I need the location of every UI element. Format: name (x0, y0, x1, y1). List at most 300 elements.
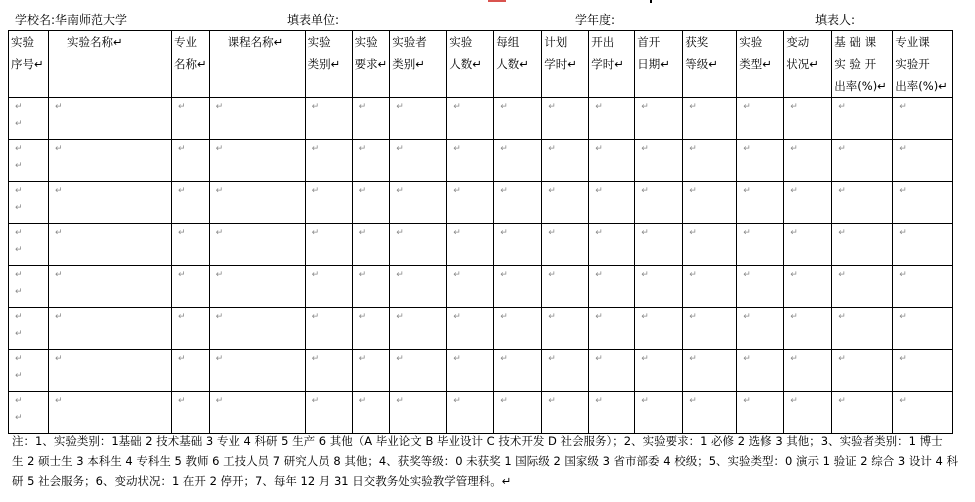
table-cell[interactable] (447, 350, 494, 392)
table-cell[interactable] (683, 98, 737, 140)
table-cell[interactable] (49, 350, 172, 392)
paragraph-mark: ↵ (641, 270, 649, 280)
header-cell-text: 专业 (174, 35, 197, 49)
table-cell[interactable] (893, 140, 953, 182)
table-cell[interactable] (635, 140, 683, 182)
paragraph-mark: ↵ (743, 186, 751, 196)
table-cell[interactable] (832, 266, 893, 308)
table-cell[interactable] (784, 308, 832, 350)
table-cell[interactable] (737, 140, 784, 182)
paragraph-mark: ↵ (899, 312, 907, 322)
header-cell-text: 学时↵ (591, 57, 624, 71)
table-cell[interactable] (542, 98, 589, 140)
table-cell[interactable] (893, 392, 953, 434)
paragraph-mark: ↵ (595, 354, 603, 364)
table-cell[interactable] (305, 392, 352, 434)
paragraph-mark: ↵ (55, 354, 63, 364)
note-line: 注：1、实验类别：1基础 2 技术基础 3 专业 4 科研 5 生产 6 其他（A 毕业论文 B 毕业设计 C 技术开发 D 社会服务）；2、实验要求：1 必修 2 选修 3 其他；3、实验者类别：1 博士 (12, 434, 943, 448)
header-cell (390, 31, 447, 98)
table-row (9, 140, 953, 182)
table-cell[interactable] (49, 140, 172, 182)
paragraph-mark: ↵ (311, 354, 320, 364)
table-cell[interactable] (172, 98, 210, 140)
paragraph-mark: ↵ (453, 396, 461, 406)
table-cell[interactable] (305, 182, 352, 224)
table-cell[interactable] (209, 224, 305, 266)
paragraph-mark: ↵ (500, 102, 508, 112)
paragraph-mark: ↵ (899, 354, 907, 364)
table-cell[interactable] (635, 308, 683, 350)
paragraph-mark: ↵ (548, 396, 556, 406)
paragraph-mark: ↵ (838, 270, 846, 280)
paragraph-mark: ↵ (838, 396, 846, 406)
paragraph-mark: ↵ (790, 270, 798, 280)
paragraph-mark: ↵ (358, 144, 367, 154)
table-cell[interactable] (209, 308, 305, 350)
paragraph-mark: ↵ (178, 270, 186, 280)
table-cell[interactable] (9, 308, 49, 350)
header-cell-text: 日期↵ (637, 57, 670, 71)
paragraph-mark: ↵ (215, 270, 224, 280)
paragraph-mark: ↵ (899, 270, 907, 280)
table-cell[interactable] (9, 392, 49, 434)
paragraph-mark: ↵ (641, 396, 649, 406)
header-cell-text: 人数↵ (496, 57, 529, 71)
table-cell[interactable] (683, 392, 737, 434)
table-cell[interactable] (209, 350, 305, 392)
paragraph-mark: ↵ (55, 396, 63, 406)
table-cell[interactable] (172, 182, 210, 224)
header-cell (494, 31, 542, 98)
table-cell[interactable] (589, 98, 635, 140)
table-cell[interactable] (49, 308, 172, 350)
paragraph-mark: ↵ (641, 102, 649, 112)
header-cell-text: 实验 (307, 35, 331, 49)
table-cell[interactable] (832, 140, 893, 182)
table-header-row (9, 31, 953, 98)
paragraph-mark: ↵ (15, 371, 23, 381)
paragraph-mark: ↵ (689, 396, 697, 406)
table-cell[interactable] (635, 224, 683, 266)
table-cell[interactable] (209, 392, 305, 434)
table-cell[interactable] (784, 392, 832, 434)
table-cell[interactable] (683, 266, 737, 308)
header-cell-text: 学时↵ (544, 57, 577, 71)
table-cell[interactable] (683, 182, 737, 224)
paragraph-mark: ↵ (595, 144, 603, 154)
paragraph-mark: ↵ (311, 270, 320, 280)
paragraph-mark: ↵ (15, 203, 23, 213)
paragraph-mark: ↵ (790, 396, 798, 406)
table-cell[interactable] (447, 392, 494, 434)
table-cell[interactable] (9, 350, 49, 392)
table-cell[interactable] (390, 308, 447, 350)
table-cell[interactable] (737, 308, 784, 350)
table-cell[interactable] (390, 140, 447, 182)
paragraph-mark: ↵ (838, 102, 846, 112)
table-cell[interactable] (589, 224, 635, 266)
table-cell[interactable] (542, 350, 589, 392)
header-cell-text: 类型↵ (739, 57, 772, 71)
paragraph-mark: ↵ (15, 161, 23, 171)
paragraph-mark: ↵ (396, 396, 404, 406)
table-cell[interactable] (352, 392, 390, 434)
table-cell[interactable] (683, 350, 737, 392)
table-cell[interactable] (352, 98, 390, 140)
table-cell[interactable] (305, 98, 352, 140)
table-cell[interactable] (737, 392, 784, 434)
table-cell[interactable] (352, 140, 390, 182)
top-decoration-tick (650, 0, 652, 3)
header-cell-text: 要求↵ (354, 57, 388, 71)
header-cell-text: 状况↵ (786, 57, 819, 71)
paragraph-mark: ↵ (15, 354, 23, 364)
table-cell[interactable] (589, 350, 635, 392)
header-cell-text: 序号↵ (11, 57, 44, 71)
table-cell[interactable] (352, 182, 390, 224)
paragraph-mark: ↵ (641, 186, 649, 196)
table-cell[interactable] (352, 350, 390, 392)
table-cell[interactable] (447, 182, 494, 224)
table-cell[interactable] (784, 266, 832, 308)
paragraph-mark: ↵ (15, 186, 23, 196)
paragraph-mark: ↵ (396, 186, 404, 196)
paragraph-mark: ↵ (453, 144, 461, 154)
year-label: 学年度: (575, 13, 616, 27)
table-cell[interactable] (893, 98, 953, 140)
table-row (9, 392, 953, 434)
paragraph-mark: ↵ (743, 270, 751, 280)
paragraph-mark: ↵ (595, 228, 603, 238)
table-cell[interactable] (893, 224, 953, 266)
table-cell[interactable] (494, 350, 542, 392)
table-cell[interactable] (737, 182, 784, 224)
table-cell[interactable] (542, 392, 589, 434)
table-cell[interactable] (832, 392, 893, 434)
header-cell-text: 出率(%)↵ (834, 79, 887, 93)
table-cell[interactable] (49, 98, 172, 140)
table-cell[interactable] (893, 182, 953, 224)
table-cell[interactable] (832, 98, 893, 140)
table-cell[interactable] (832, 350, 893, 392)
header-cell (172, 31, 210, 98)
header-cell-text: 首开 (637, 35, 661, 49)
paragraph-mark: ↵ (178, 228, 186, 238)
table-cell[interactable] (209, 98, 305, 140)
paragraph-mark: ↵ (453, 186, 461, 196)
paragraph-mark: ↵ (311, 186, 320, 196)
table-cell[interactable] (683, 140, 737, 182)
table-cell[interactable] (635, 182, 683, 224)
table-cell[interactable] (172, 392, 210, 434)
table-cell[interactable] (893, 266, 953, 308)
paragraph-mark: ↵ (311, 228, 320, 238)
header-cell-text: 每组 (496, 35, 520, 49)
table-cell[interactable] (9, 266, 49, 308)
paragraph-mark: ↵ (15, 102, 23, 112)
paragraph-mark: ↵ (15, 287, 23, 297)
table-notes (12, 431, 967, 491)
table-cell[interactable] (683, 224, 737, 266)
unit-label: 填表单位: (287, 13, 340, 27)
table-cell[interactable] (589, 266, 635, 308)
table-cell[interactable] (494, 266, 542, 308)
paragraph-mark: ↵ (311, 312, 320, 322)
table-cell[interactable] (9, 98, 49, 140)
table-cell[interactable] (447, 266, 494, 308)
table-cell[interactable] (784, 140, 832, 182)
paragraph-mark: ↵ (15, 144, 23, 154)
paragraph-mark: ↵ (548, 228, 556, 238)
table-cell[interactable] (542, 224, 589, 266)
paragraph-mark: ↵ (548, 270, 556, 280)
table-cell[interactable] (893, 350, 953, 392)
paragraph-mark: ↵ (641, 312, 649, 322)
header-cell-text: 专业课 (895, 35, 930, 49)
table-cell[interactable] (172, 308, 210, 350)
paragraph-mark: ↵ (178, 144, 186, 154)
table-cell[interactable] (390, 224, 447, 266)
paragraph-mark: ↵ (15, 270, 23, 280)
header-cell-text: 实 验 开 (834, 57, 877, 71)
paragraph-mark: ↵ (500, 186, 508, 196)
table-cell[interactable] (305, 140, 352, 182)
paragraph-mark: ↵ (215, 354, 224, 364)
experiment-table (8, 30, 953, 434)
table-cell[interactable] (635, 392, 683, 434)
paragraph-mark: ↵ (641, 228, 649, 238)
paragraph-mark: ↵ (790, 102, 798, 112)
table-cell[interactable] (352, 266, 390, 308)
header-cell (352, 31, 390, 98)
table-cell[interactable] (589, 182, 635, 224)
header-cell-text: 出率(%)↵ (895, 79, 948, 93)
table-cell[interactable] (390, 350, 447, 392)
paragraph-mark: ↵ (15, 329, 23, 339)
header-cell (589, 31, 635, 98)
paragraph-mark: ↵ (689, 102, 697, 112)
table-cell[interactable] (542, 266, 589, 308)
table-cell[interactable] (172, 140, 210, 182)
table-cell[interactable] (209, 182, 305, 224)
table-cell[interactable] (447, 98, 494, 140)
paragraph-mark: ↵ (396, 354, 404, 364)
paragraph-mark: ↵ (500, 354, 508, 364)
paragraph-mark: ↵ (215, 228, 224, 238)
paragraph-mark: ↵ (311, 144, 320, 154)
header-cell-text: 实验名称↵ (67, 35, 123, 49)
table-cell[interactable] (784, 98, 832, 140)
paragraph-mark: ↵ (215, 396, 224, 406)
top-decoration-mark (488, 0, 506, 2)
header-cell (49, 31, 172, 98)
table-cell[interactable] (542, 308, 589, 350)
paragraph-mark: ↵ (358, 396, 367, 406)
paragraph-mark: ↵ (55, 144, 63, 154)
paragraph-mark: ↵ (178, 354, 186, 364)
paragraph-mark: ↵ (689, 354, 697, 364)
paragraph-mark: ↵ (15, 245, 23, 255)
table-cell[interactable] (494, 98, 542, 140)
header-cell (447, 31, 494, 98)
table-cell[interactable] (352, 224, 390, 266)
paragraph-mark: ↵ (790, 186, 798, 196)
table-cell[interactable] (390, 98, 447, 140)
table-cell[interactable] (172, 224, 210, 266)
paragraph-mark: ↵ (838, 186, 846, 196)
table-cell[interactable] (737, 224, 784, 266)
table-row (9, 224, 953, 266)
paragraph-mark: ↵ (595, 396, 603, 406)
paragraph-mark: ↵ (358, 270, 367, 280)
paragraph-mark: ↵ (396, 270, 404, 280)
table-cell[interactable] (390, 182, 447, 224)
table-cell[interactable] (784, 350, 832, 392)
form-header (0, 11, 975, 31)
table-cell[interactable] (542, 182, 589, 224)
paragraph-mark: ↵ (453, 102, 461, 112)
paragraph-mark: ↵ (689, 186, 697, 196)
table-cell[interactable] (542, 140, 589, 182)
paragraph-mark: ↵ (55, 228, 63, 238)
paragraph-mark: ↵ (743, 144, 751, 154)
table-cell[interactable] (390, 266, 447, 308)
header-cell-text: 基 础 课 (834, 35, 877, 49)
paragraph-mark: ↵ (500, 228, 508, 238)
table-cell[interactable] (305, 350, 352, 392)
table-cell[interactable] (589, 392, 635, 434)
header-cell-text: 开出 (591, 35, 615, 49)
table-cell[interactable] (494, 140, 542, 182)
paragraph-mark: ↵ (689, 312, 697, 322)
paragraph-mark: ↵ (15, 119, 23, 129)
header-cell-text: 类别↵ (392, 57, 425, 71)
paragraph-mark: ↵ (453, 270, 461, 280)
header-cell-text: 实验 (739, 35, 763, 49)
paragraph-mark: ↵ (500, 312, 508, 322)
table-cell[interactable] (589, 140, 635, 182)
table-cell[interactable] (832, 224, 893, 266)
table-cell[interactable] (209, 140, 305, 182)
filler-label: 填表人: (815, 13, 856, 27)
paragraph-mark: ↵ (548, 102, 556, 112)
header-cell (542, 31, 589, 98)
paragraph-mark: ↵ (215, 102, 224, 112)
paragraph-mark: ↵ (838, 312, 846, 322)
table-cell[interactable] (683, 308, 737, 350)
paragraph-mark: ↵ (790, 354, 798, 364)
paragraph-mark: ↵ (15, 312, 23, 322)
table-cell[interactable] (447, 140, 494, 182)
school-label: 学校名:华南师范大学 (15, 13, 128, 27)
paragraph-mark: ↵ (790, 228, 798, 238)
header-cell-text: 人数↵ (449, 57, 482, 71)
header-cell-text: 实验开 (895, 57, 930, 71)
table-cell[interactable] (494, 182, 542, 224)
paragraph-mark: ↵ (689, 144, 697, 154)
table-cell[interactable] (893, 308, 953, 350)
paragraph-mark: ↵ (838, 354, 846, 364)
table-cell[interactable] (305, 224, 352, 266)
table-cell[interactable] (784, 224, 832, 266)
paragraph-mark: ↵ (55, 270, 63, 280)
table-cell[interactable] (9, 182, 49, 224)
table-cell[interactable] (832, 308, 893, 350)
table-cell[interactable] (589, 308, 635, 350)
table-cell[interactable] (737, 98, 784, 140)
table-cell[interactable] (9, 224, 49, 266)
header-cell (9, 31, 49, 98)
table-cell[interactable] (172, 266, 210, 308)
paragraph-mark: ↵ (899, 228, 907, 238)
note-line: 生 2 硕士生 3 本科生 4 专科生 5 教师 6 工技人员 7 研究人员 8 其他；4、获奖等级：0 未获奖 1 国际级 2 国家级 3 省市部委 4 校级；5、实验类型：0 演示 1 验证 2 综合 3 设计 4 科 (12, 454, 958, 468)
table-cell[interactable] (49, 182, 172, 224)
header-cell (635, 31, 683, 98)
table-cell[interactable] (494, 308, 542, 350)
table-cell[interactable] (209, 266, 305, 308)
table-cell[interactable] (494, 224, 542, 266)
header-cell-text: 类别↵ (307, 57, 341, 71)
table-cell[interactable] (305, 266, 352, 308)
table-cell[interactable] (737, 350, 784, 392)
paragraph-mark: ↵ (689, 228, 697, 238)
header-cell (893, 31, 953, 98)
header-cell-text: 变动 (786, 35, 810, 49)
paragraph-mark: ↵ (178, 186, 186, 196)
table-cell[interactable] (784, 182, 832, 224)
paragraph-mark: ↵ (500, 144, 508, 154)
header-cell-text: 名称↵ (174, 57, 207, 71)
paragraph-mark: ↵ (178, 102, 186, 112)
table-cell[interactable] (172, 350, 210, 392)
paragraph-mark: ↵ (178, 312, 186, 322)
paragraph-mark: ↵ (790, 144, 798, 154)
table-cell[interactable] (49, 392, 172, 434)
table-cell[interactable] (49, 266, 172, 308)
paragraph-mark: ↵ (743, 396, 751, 406)
paragraph-mark: ↵ (790, 312, 798, 322)
table-cell[interactable] (635, 350, 683, 392)
paragraph-mark: ↵ (899, 144, 907, 154)
table-cell[interactable] (390, 392, 447, 434)
paragraph-mark: ↵ (453, 312, 461, 322)
paragraph-mark: ↵ (453, 354, 461, 364)
header-cell-text: 等级↵ (685, 57, 718, 71)
table-cell[interactable] (635, 98, 683, 140)
header-cell-text: 实验 (449, 35, 473, 49)
paragraph-mark: ↵ (311, 396, 320, 406)
paragraph-mark: ↵ (595, 312, 603, 322)
table-cell[interactable] (832, 182, 893, 224)
paragraph-mark: ↵ (396, 102, 404, 112)
paragraph-mark: ↵ (548, 312, 556, 322)
header-cell-text: 课程名称↵ (227, 35, 284, 49)
table-cell[interactable] (447, 308, 494, 350)
table-cell[interactable] (447, 224, 494, 266)
table-cell[interactable] (49, 224, 172, 266)
header-cell (737, 31, 784, 98)
table-cell[interactable] (635, 266, 683, 308)
table-cell[interactable] (305, 308, 352, 350)
paragraph-mark: ↵ (838, 228, 846, 238)
table-row (9, 98, 953, 140)
table-cell[interactable] (737, 266, 784, 308)
paragraph-mark: ↵ (396, 228, 404, 238)
table-cell[interactable] (494, 392, 542, 434)
table-cell[interactable] (9, 140, 49, 182)
paragraph-mark: ↵ (689, 270, 697, 280)
table-cell[interactable] (352, 308, 390, 350)
